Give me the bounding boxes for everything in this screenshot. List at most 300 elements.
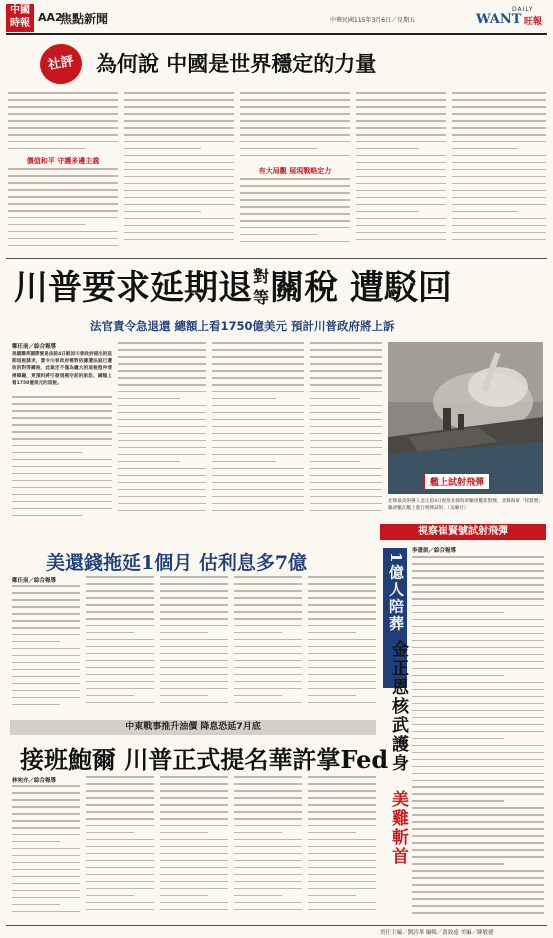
text-line xyxy=(118,391,206,393)
text-line xyxy=(452,141,546,143)
text-line xyxy=(412,905,544,907)
text-line xyxy=(412,793,544,795)
text-line xyxy=(8,168,118,170)
text-line xyxy=(308,853,376,855)
text-line xyxy=(212,447,304,449)
side-banner-label: 視察崔賢號試射飛彈 xyxy=(418,526,508,537)
text-line xyxy=(310,454,382,456)
text-line xyxy=(12,869,80,871)
text-line xyxy=(86,839,154,841)
text-line xyxy=(310,370,382,372)
story3-banner-label: 中東戰事推升油價 降息恐延7月底 xyxy=(125,722,261,732)
text-line xyxy=(308,811,376,813)
text-line xyxy=(452,225,546,227)
text-line xyxy=(12,904,60,906)
text-line xyxy=(8,231,118,233)
text-line xyxy=(310,489,382,491)
editorial-title: 為何說 中國是世界穩定的力量 xyxy=(96,51,377,76)
text-line xyxy=(118,356,206,358)
text-line xyxy=(412,724,544,726)
text-line xyxy=(12,459,112,461)
text-line xyxy=(412,814,544,816)
text-line xyxy=(234,888,302,890)
text-line xyxy=(308,618,376,620)
text-line xyxy=(12,501,112,503)
text-line xyxy=(356,148,419,150)
text-line xyxy=(86,825,154,827)
text-line xyxy=(310,461,360,463)
text-line xyxy=(118,503,206,505)
text-line xyxy=(12,799,80,801)
want-big-label: WANT xyxy=(476,12,522,27)
text-line xyxy=(12,473,112,475)
text-line xyxy=(234,695,282,697)
text-line xyxy=(308,667,376,669)
text-line xyxy=(452,120,546,122)
text-line xyxy=(12,848,80,850)
text-line xyxy=(12,410,112,412)
text-line xyxy=(240,155,350,157)
text-line xyxy=(12,841,60,843)
text-line xyxy=(240,234,317,236)
text-line xyxy=(160,783,228,785)
page-id: AA2 xyxy=(38,11,63,24)
text-line xyxy=(8,175,118,177)
text-line xyxy=(118,412,206,414)
text-line xyxy=(8,127,118,129)
text-line xyxy=(124,204,234,206)
text-line xyxy=(308,902,376,904)
text-line xyxy=(12,855,80,857)
text-line xyxy=(240,148,317,150)
text-line xyxy=(160,881,228,883)
text-line xyxy=(356,176,446,178)
text-line xyxy=(356,183,446,185)
text-line xyxy=(86,846,154,848)
text-line xyxy=(452,239,546,241)
text-line xyxy=(124,197,234,199)
text-line xyxy=(234,832,282,834)
text-line xyxy=(308,832,356,834)
text-line xyxy=(86,576,154,578)
text-line xyxy=(12,785,80,787)
text-line xyxy=(234,825,302,827)
text-line xyxy=(356,127,446,129)
text-line xyxy=(124,176,234,178)
text-line xyxy=(356,204,446,206)
text-line xyxy=(452,204,546,206)
text-line xyxy=(12,897,80,899)
text-line xyxy=(308,646,376,648)
text-line xyxy=(12,438,112,440)
text-line xyxy=(86,895,134,897)
text-line xyxy=(118,426,206,428)
text-line xyxy=(240,185,350,187)
text-line xyxy=(212,489,304,491)
text-line xyxy=(240,106,350,108)
text-line xyxy=(118,370,206,372)
text-line xyxy=(124,120,234,122)
text-line xyxy=(86,881,154,883)
text-line xyxy=(12,834,80,836)
text-line xyxy=(12,890,80,892)
main-headline-stack xyxy=(253,266,269,308)
text-line xyxy=(310,475,382,477)
text-line xyxy=(308,909,376,911)
text-line xyxy=(240,206,350,208)
story2-byline: 鄭任南／綜合報導 xyxy=(12,578,57,584)
text-line xyxy=(160,853,228,855)
text-line xyxy=(160,590,228,592)
text-line xyxy=(12,613,80,615)
text-line xyxy=(234,667,302,669)
editorial-subhead-1: 價值和平 守護多邊主義 xyxy=(26,157,100,165)
text-line xyxy=(12,792,80,794)
text-line xyxy=(356,155,446,157)
text-line xyxy=(160,597,228,599)
text-line xyxy=(12,648,80,650)
text-line xyxy=(412,745,544,747)
side-byline: 李書訓／綜合報導 xyxy=(412,548,457,554)
text-line xyxy=(412,898,544,900)
text-line xyxy=(8,245,118,247)
warship-missile-photo xyxy=(388,342,543,494)
side-text-col xyxy=(412,556,544,920)
want-daily-label: DAILY xyxy=(512,6,534,13)
text-line xyxy=(160,674,228,676)
text-line xyxy=(86,783,154,785)
text-line xyxy=(86,804,154,806)
text-line xyxy=(160,660,228,662)
text-line xyxy=(412,870,544,872)
text-line xyxy=(86,888,154,890)
story2-col-3 xyxy=(160,576,228,715)
text-line xyxy=(8,224,85,226)
text-line xyxy=(234,583,302,585)
editorial-col-5 xyxy=(452,92,546,252)
text-line xyxy=(160,811,228,813)
text-line xyxy=(12,396,112,398)
text-line xyxy=(240,241,350,243)
text-line xyxy=(160,639,228,641)
text-line xyxy=(240,178,350,180)
text-line xyxy=(356,218,446,220)
text-line xyxy=(124,232,234,234)
text-line xyxy=(308,797,376,799)
text-line xyxy=(240,99,350,101)
text-line xyxy=(212,440,304,442)
text-line xyxy=(234,790,302,792)
text-line xyxy=(412,703,544,705)
text-line xyxy=(160,797,228,799)
text-line xyxy=(12,620,80,622)
text-line xyxy=(308,625,376,627)
text-line xyxy=(160,667,228,669)
text-line xyxy=(452,148,518,150)
text-line xyxy=(412,891,544,893)
text-line xyxy=(412,605,544,607)
text-line xyxy=(234,783,302,785)
text-line xyxy=(412,577,544,579)
text-line xyxy=(124,134,234,136)
text-line xyxy=(310,419,382,421)
text-line xyxy=(412,661,544,663)
text-line xyxy=(118,377,206,379)
text-line xyxy=(12,585,80,587)
text-line xyxy=(86,667,154,669)
text-line xyxy=(124,225,234,227)
story3-col-2 xyxy=(86,776,154,921)
text-line xyxy=(160,888,228,890)
text-line xyxy=(160,681,228,683)
text-line xyxy=(234,776,302,778)
text-line xyxy=(212,391,304,393)
text-line xyxy=(308,895,356,897)
text-line xyxy=(452,113,546,115)
text-line xyxy=(412,675,504,677)
text-line xyxy=(86,646,154,648)
text-line xyxy=(308,611,376,613)
text-line xyxy=(212,482,304,484)
story3-col-3 xyxy=(160,776,228,921)
text-line xyxy=(412,633,544,635)
text-line xyxy=(308,681,376,683)
text-line xyxy=(234,839,302,841)
text-line xyxy=(310,468,382,470)
text-line xyxy=(212,454,304,456)
text-line xyxy=(160,860,228,862)
text-line xyxy=(308,653,376,655)
text-line xyxy=(412,786,544,788)
logo-line-1: 中國 xyxy=(10,5,30,16)
text-line xyxy=(412,668,544,670)
side-vertical-text-2: 金正恩核武護身 xyxy=(388,640,408,773)
text-line xyxy=(212,377,304,379)
text-line xyxy=(412,821,544,823)
text-line xyxy=(8,182,118,184)
dateline: 中華民國115年3月6日／星期五 xyxy=(330,17,416,24)
text-line xyxy=(12,417,112,419)
text-line xyxy=(8,189,118,191)
text-line xyxy=(160,895,208,897)
text-line xyxy=(12,911,80,913)
text-line xyxy=(86,790,154,792)
text-line xyxy=(412,612,504,614)
text-line xyxy=(234,853,302,855)
text-line xyxy=(212,461,276,463)
main-headline-stack-top: 對 xyxy=(253,267,270,286)
text-line xyxy=(86,583,154,585)
text-line xyxy=(452,197,546,199)
text-line xyxy=(310,405,382,407)
text-line xyxy=(308,804,376,806)
text-line xyxy=(86,611,154,613)
text-line xyxy=(212,398,276,400)
text-line xyxy=(412,856,544,858)
text-line xyxy=(412,842,544,844)
text-line xyxy=(160,825,228,827)
text-line xyxy=(86,653,154,655)
text-line xyxy=(240,113,350,115)
text-line xyxy=(212,405,304,407)
story3-col-5 xyxy=(308,776,376,921)
editorial-subhead-2: 有大局觀 展現戰略定力 xyxy=(258,167,332,175)
text-line xyxy=(160,846,228,848)
text-line xyxy=(86,604,154,606)
text-line xyxy=(356,120,446,122)
text-line xyxy=(118,433,206,435)
story2-col-4 xyxy=(234,576,302,715)
text-line xyxy=(12,599,80,601)
text-line xyxy=(308,874,376,876)
text-line xyxy=(234,881,302,883)
text-line xyxy=(356,141,446,143)
main-headline-stack-bottom: 等 xyxy=(253,288,270,307)
text-line xyxy=(12,431,112,433)
masthead xyxy=(6,4,547,34)
text-line xyxy=(452,232,546,234)
text-line xyxy=(356,134,446,136)
text-line xyxy=(160,576,228,578)
text-line xyxy=(118,489,206,491)
text-line xyxy=(310,377,382,379)
text-line xyxy=(86,695,134,697)
text-line xyxy=(160,818,228,820)
text-line xyxy=(234,604,302,606)
text-line xyxy=(8,113,118,115)
text-line xyxy=(86,660,154,662)
text-line xyxy=(452,127,546,129)
text-line xyxy=(452,155,546,157)
text-line xyxy=(12,704,60,706)
text-line xyxy=(452,92,546,94)
text-line xyxy=(8,120,118,122)
text-line xyxy=(356,197,446,199)
text-line xyxy=(412,828,544,830)
text-line xyxy=(86,702,154,704)
text-line xyxy=(12,690,80,692)
text-line xyxy=(356,113,446,115)
text-line xyxy=(160,625,228,627)
text-line xyxy=(8,217,118,219)
text-line xyxy=(86,818,154,820)
text-line xyxy=(86,811,154,813)
text-line xyxy=(308,660,376,662)
text-line xyxy=(412,800,504,802)
text-line xyxy=(412,717,544,719)
text-line xyxy=(234,674,302,676)
text-line xyxy=(234,590,302,592)
text-line xyxy=(124,211,201,213)
editorial-badge-label: 社評 xyxy=(46,53,76,74)
text-line xyxy=(412,835,544,837)
text-line xyxy=(12,862,80,864)
text-line xyxy=(412,591,544,593)
text-line xyxy=(118,440,206,442)
story3-headline: 接班鮑爾 川普正式提名華許掌Fed xyxy=(20,745,389,774)
text-line xyxy=(160,611,228,613)
text-line xyxy=(412,884,544,886)
editorial-col-1-a xyxy=(8,92,118,155)
text-line xyxy=(240,120,350,122)
text-line xyxy=(356,162,446,164)
editorial-bottom-rule xyxy=(6,258,547,259)
text-line xyxy=(160,695,208,697)
text-line xyxy=(310,426,382,428)
main-lede: 美國聯邦國際貿易法院4日駁回川普政府提出的延期退稅請求，責令川普政府需對依據遭法庭已遭收的對等關稅，此裁定不僅為龐大的退稅程序清掃障礙，更預料將引發規模空前的訴訟，總額上看1750億美元的退稅。 xyxy=(12,352,112,386)
text-line xyxy=(86,618,154,620)
text-line xyxy=(234,902,302,904)
text-line xyxy=(12,683,80,685)
text-line xyxy=(308,776,376,778)
text-line xyxy=(212,356,304,358)
text-line xyxy=(12,669,80,671)
text-line xyxy=(86,776,154,778)
text-line xyxy=(234,702,302,704)
text-line xyxy=(234,804,302,806)
editorial-col-3-b xyxy=(240,178,350,252)
text-line xyxy=(308,688,376,690)
text-line xyxy=(356,106,446,108)
text-line xyxy=(124,155,234,157)
text-line xyxy=(412,773,544,775)
text-line xyxy=(234,576,302,578)
text-line xyxy=(160,790,228,792)
text-line xyxy=(8,134,118,136)
text-line xyxy=(86,902,154,904)
text-line xyxy=(212,503,304,505)
text-line xyxy=(412,912,544,914)
text-line xyxy=(212,349,304,351)
text-line xyxy=(160,646,228,648)
text-line xyxy=(234,909,302,911)
text-line xyxy=(8,99,118,101)
text-line xyxy=(452,106,546,108)
text-line xyxy=(308,825,376,827)
text-line xyxy=(12,445,112,447)
text-line xyxy=(356,225,446,227)
side-vertical-text-3: 美雞斬首 xyxy=(388,790,408,866)
text-line xyxy=(412,759,544,761)
text-line xyxy=(310,363,382,365)
editorial-badge xyxy=(37,41,85,88)
masthead-rule xyxy=(6,33,547,35)
text-line xyxy=(356,211,419,213)
text-line xyxy=(412,766,544,768)
text-line xyxy=(160,688,228,690)
text-line xyxy=(86,832,134,834)
photo-caption-title: 艦上試射飛彈 xyxy=(424,473,490,490)
text-line xyxy=(412,556,544,558)
story3-col-4 xyxy=(234,776,302,921)
text-line xyxy=(12,466,112,468)
story2-col-5 xyxy=(308,576,376,715)
text-line xyxy=(308,783,376,785)
want-daily-logo xyxy=(476,4,547,32)
text-line xyxy=(412,563,544,565)
text-line xyxy=(310,496,382,498)
text-line xyxy=(8,106,118,108)
story2-col-2 xyxy=(86,576,154,715)
text-line xyxy=(310,447,382,449)
text-line xyxy=(160,583,228,585)
text-line xyxy=(412,619,544,621)
text-line xyxy=(240,199,350,201)
main-col-3 xyxy=(212,342,304,522)
text-line xyxy=(308,590,376,592)
text-line xyxy=(234,618,302,620)
text-line xyxy=(124,190,234,192)
